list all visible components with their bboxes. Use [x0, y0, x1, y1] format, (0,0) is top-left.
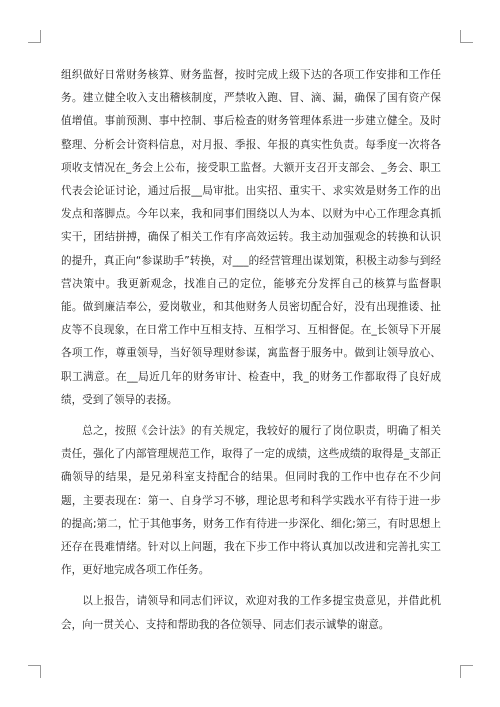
crop-mark-bottom-left — [28, 665, 41, 678]
document-body — [61, 64, 441, 637]
crop-mark-top-right — [460, 30, 473, 43]
crop-mark-bottom-right — [460, 665, 473, 678]
crop-mark-top-left — [28, 30, 41, 43]
paragraph-work-details: 组织做好日常财务核算、财务监督，按时完成上级下达的各项工作安排和工作任务。建立健全收入支出稽核制度，严禁收入跑、冒、滴、漏，确保了国有资产保值增值。事前预测、事中控制、事后检查的财务管理体系进一步建立健全。及时整理、分析会计资料信息，对月报、季报、年报的真实性负责。每季度一次将各项收支情况在_务会上公布，接受职工监督。大额开支召开支部会、_务会、职工代表会论证讨论，通过后报__局审批。出实招、重实干、求实效是财务工作的出发点和落脚点。今年以来，我和同事们围绕以人为本、以财为中心工作理念真抓实干，团结拼搏，确保了相关工作有序高效运转。我主动加强观念的转换和认识的提升，真正向“参谋助手”转换，对___的经营管理出谋划策，积极主动参与到经营决策中。我更新观念，找准自己的定位，能够充分发挥自己的核算与监督职能。做到廉洁奉公，爱岗敬业，和其他财务人员密切配合好，没有出现推诿、扯皮等不良现象，在日常工作中互相支持、互相学习、互相督促。在_长领导下开展各项工作，尊重领导，当好领导理财参谋，寓监督于服务中。做到让领导放心、职工满意。在__局近几年的财务审计、检查中，我_的财务工作都取得了良好成绩，受到了领导的表扬。 — [61, 69, 441, 406]
paragraph-summary: 总之，按照《会计法》的有关规定，我较好的履行了岗位职责，明确了相关责任，强化了内部管理规范工作，取得了一定的成绩，这些成绩的取得是_支部正确领导的结果，是兄弟科室支持配合的结果。但同时我的工作中也存在不少问题，主要表现在：第一、自身学习不够，理论思考和科学实践水平有待于进一步的提高;第二，忙于其他事务，财务工作有待进一步深化、细化;第三，有时思想上还存在畏难情绪。针对以上问题，我在下步工作中将认真加以改进和完善扎实工作，更好地完成各项工作任务。 — [61, 425, 441, 577]
paragraph-closing: 以上报告，请领导和同志们评议，欢迎对我的工作多提宝贵意见，并借此机会，向一贯关心、支持和帮助我的各位领导、同志们表示诚挚的谢意。 — [61, 595, 441, 631]
